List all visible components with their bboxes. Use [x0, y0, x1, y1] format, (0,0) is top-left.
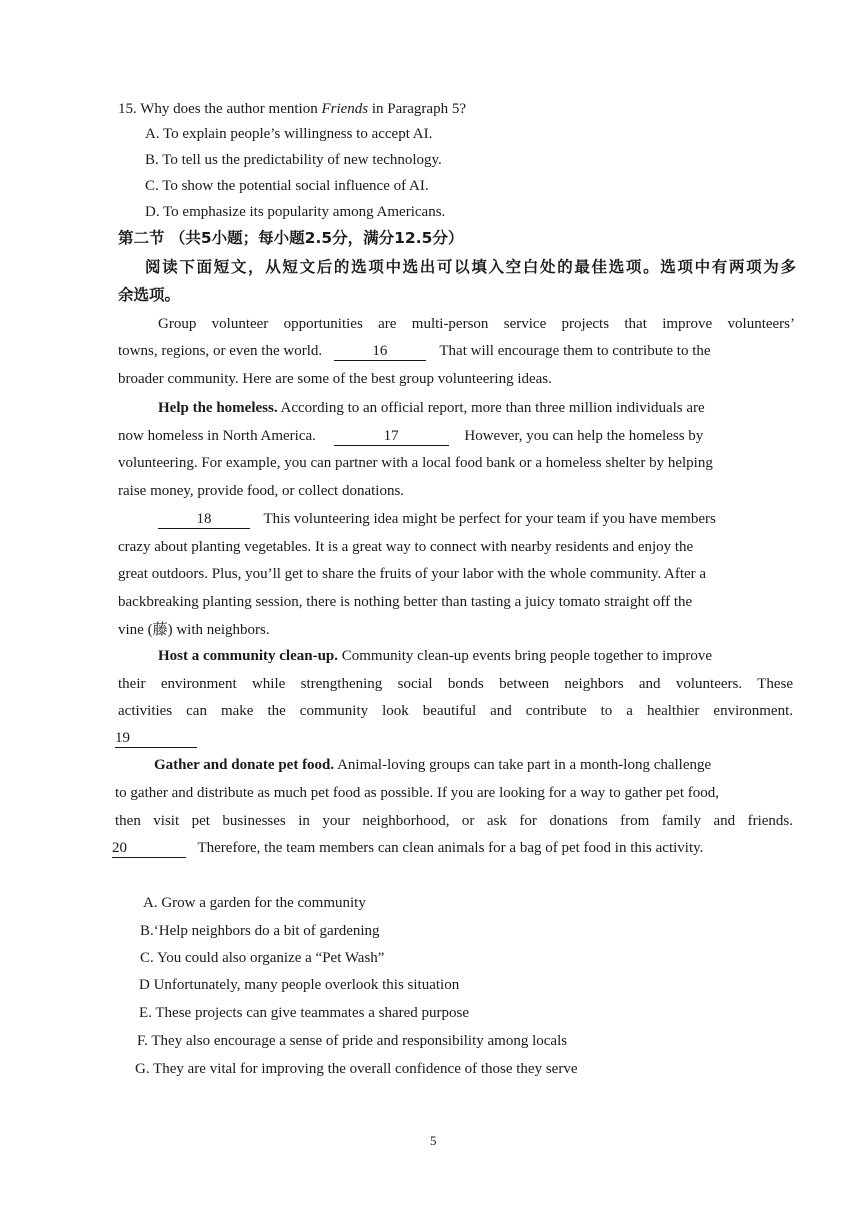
p1-line2-end: That will encourage them to contribute to the: [439, 343, 711, 359]
choice-e: E. These projects can give teammates a shared purpose: [139, 1005, 470, 1021]
choice-b: B.‘Help neighbors do a bit of gardening: [140, 923, 380, 939]
p3-line2: crazy about planting vegetables. It is a great way to connect with nearby residents and enjoy the: [118, 539, 694, 555]
p2-line2: [118, 426, 703, 446]
p3-line4: backbreaking planting session, there is nothing better than tasting a juicy tomato straight off the: [118, 594, 693, 610]
choice-c: C. You could also organize a “Pet Wash”: [140, 950, 385, 966]
section-heading: 第二节 （共5小题；每小题2.5分，满分12.5分）: [118, 229, 464, 247]
p1-line2-start: towns, regions, or even the world.: [118, 343, 323, 359]
choice-f: F. They also encourage a sense of pride and responsibility among locals: [137, 1033, 568, 1049]
p3-line3: great outdoors. Plus, you’ll get to share the fruits of your labor with the whole community. After a: [118, 566, 707, 582]
question-15-stem: [118, 99, 466, 119]
choice-g: G. They are vital for improving the overall confidence of those they serve: [135, 1061, 578, 1077]
question-15-stem-end: in Paragraph 5?: [368, 101, 466, 117]
p2-line3: volunteering. For example, you can partner with a local food bank or a homeless shelter by helping: [118, 455, 713, 471]
p3-line1-end: This volunteering idea might be perfect for your team if you have members: [263, 511, 716, 527]
q15-option-b: B. To tell us the predictability of new technology.: [145, 152, 442, 168]
p2-line2-end: However, you can help the homeless by: [464, 428, 704, 444]
p4-line1-rest: Community clean-up events bring people together to improve: [341, 648, 713, 664]
choice-d: D Unfortunately, many people overlook this situation: [139, 977, 460, 993]
p2-heading: Help the homeless.: [158, 400, 278, 416]
section-instruction-line2: 余选项。: [118, 286, 181, 304]
p4-line2: their environment while strengthening social bonds between neighbors and volunteers. These: [118, 676, 793, 692]
p4-line1: [158, 646, 712, 666]
p5-line4: [112, 838, 703, 858]
p4-line3: activities can make the community look beautiful and contribute to a healthier environment.: [118, 703, 793, 719]
p5-line3: then visit pet businesses in your neighborhood, or ask for donations from family and friends.: [115, 813, 793, 829]
p1-line1: Group volunteer opportunities are multi-person service projects that improve volunteers’: [158, 316, 795, 332]
p5-line1: [154, 755, 711, 775]
section-instruction-line1: 阅读下面短文，从短文后的选项中选出可以填入空白处的最佳选项。选项中有两项为多: [145, 258, 796, 276]
p5-line2: to gather and distribute as much pet food as possible. If you are looking for a way to gather pet food,: [115, 785, 720, 801]
blank-16[interactable]: 16: [334, 343, 426, 361]
p3-line5: vine (藤) with neighbors.: [118, 622, 270, 638]
p2-line2-start: now homeless in North America.: [118, 428, 316, 444]
p2-line1: [158, 398, 705, 418]
p2-line1-rest: According to an official report, more than three million individuals are: [280, 400, 705, 416]
choice-a: A. Grow a garden for the community: [143, 895, 366, 911]
p5-line1-rest: Animal-loving groups can take part in a month-long challenge: [337, 757, 712, 773]
question-15-stem-start: 15. Why does the author mention: [118, 101, 322, 117]
q15-option-d: D. To emphasize its popularity among Americans.: [145, 204, 446, 220]
page-number: 5: [430, 1133, 437, 1148]
p4-heading: Host a community clean-up.: [158, 648, 338, 664]
q15-option-a: A. To explain people’s willingness to accept AI.: [145, 126, 433, 142]
blank-20[interactable]: 20: [112, 840, 186, 858]
blank-17[interactable]: 17: [334, 428, 449, 446]
blank-18[interactable]: 18: [158, 511, 250, 529]
p2-line4: raise money, provide food, or collect donations.: [118, 483, 405, 499]
p3-line1: [158, 509, 716, 529]
p1-line3: broader community. Here are some of the best group volunteering ideas.: [118, 371, 552, 387]
p5-heading: Gather and donate pet food.: [154, 757, 335, 773]
q15-option-c: C. To show the potential social influence of AI.: [145, 178, 429, 194]
blank-19[interactable]: 19: [115, 730, 197, 748]
p5-line4-end: Therefore, the team members can clean animals for a bag of pet food in this activity.: [197, 840, 704, 856]
friends-title: Friends: [321, 101, 369, 117]
p1-line2: [118, 341, 711, 361]
p4-line4: [115, 728, 197, 748]
